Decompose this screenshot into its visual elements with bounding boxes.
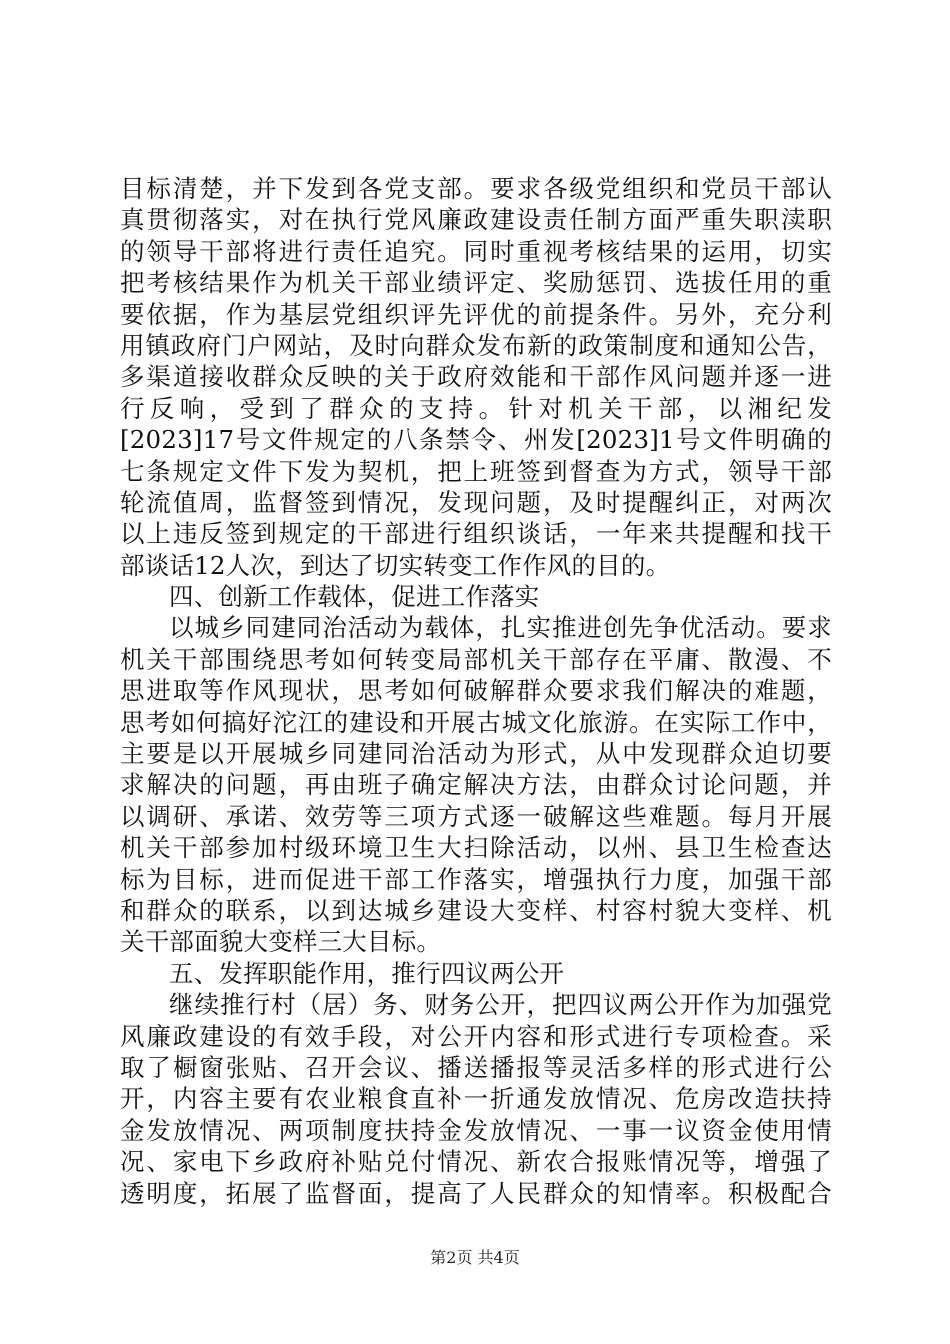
section-heading: 五、发挥职能作用，推行四议两公开 [169, 958, 565, 988]
body-line: 主要是以开展城乡同建同治活动为形式，从中发现群众迫切要 [120, 739, 832, 769]
body-line: 关干部面貌大变样三大目标。 [120, 927, 442, 957]
body-line: 取了橱窗张贴、召开会议、播送播报等灵活多样的形式进行公 [120, 1052, 832, 1082]
body-line: 要依据，作为基层党组织评先评优的前提条件。另外，充分利 [120, 299, 832, 329]
body-line: 轮流值周，监督签到情况，发现问题，及时提醒纠正，对两次 [120, 487, 832, 517]
body-line: 以调研、承诺、效劳等三项方式逐一破解这些难题。每月开展 [120, 801, 832, 831]
body-line: 风廉政建设的有效手段，对公开内容和形式进行专项检查。采 [120, 1021, 832, 1051]
body-line: 多渠道接收群众反映的关于政府效能和干部作风问题并逐一进 [120, 362, 832, 392]
body-line: 目标清楚，并下发到各党支部。要求各级党组织和党员干部认 [120, 174, 832, 203]
body-line: 求解决的问题，再由班子确定解决方法，由群众讨论问题，并 [120, 770, 832, 800]
body-line: 真贯彻落实，对在执行党风廉政建设责任制方面严重失职渎职 [120, 205, 832, 235]
body-line: 以城乡同建同治活动为载体，扎实推进创先争优活动。要求 [169, 613, 832, 643]
body-line: 机关干部围绕思考如何转变局部机关干部存在平庸、散漫、不 [120, 644, 832, 674]
body-line: 部谈话12人次，到达了切实转变工作作风的目的。 [120, 550, 671, 580]
body-line: 的领导干部将进行责任追究。同时重视考核结果的运用，切实 [120, 236, 832, 266]
body-line: 继续推行村（居）务、财务公开，把四议两公开作为加强党 [169, 990, 832, 1020]
body-line: 况、家电下乡政府补贴兑付情况、新农合报账情况等，增强了 [120, 1147, 832, 1177]
body-line: 用镇政府门户网站，及时向群众发布新的政策制度和通知公告， [120, 330, 832, 360]
body-line: 金发放情况、两项制度扶持金发放情况、一事一议资金使用情 [120, 1115, 832, 1145]
section-heading: 四、创新工作载体，促进工作落实 [169, 582, 540, 612]
body-line: 思进取等作风现状，思考如何破解群众要求我们解决的难题， [120, 676, 832, 706]
body-line: 开，内容主要有农业粮食直补一折通发放情况、危房改造扶持 [120, 1084, 832, 1114]
body-line: 标为目标，进而促进干部工作落实，增强执行力度，加强干部 [120, 864, 832, 894]
body-line: 行反响，受到了群众的支持。针对机关干部，以湘纪发 [120, 393, 832, 423]
body-line: 思考如何搞好沱江的建设和开展古城文化旅游。在实际工作中， [120, 707, 832, 737]
body-line: [2023]17号文件规定的八条禁令、州发[2023]1号文件明确的 [120, 425, 832, 455]
document-body [120, 173, 832, 1209]
body-line: 和群众的联系，以到达城乡建设大变样、村容村貌大变样、机 [120, 895, 832, 925]
page-number-footer: 第2页 共4页 [430, 1248, 520, 1267]
body-line: 透明度，拓展了监督面，提高了人民群众的知情率。积极配合 [120, 1178, 832, 1208]
body-line: 以上违反签到规定的干部进行组织谈话，一年来共提醒和找干 [120, 519, 832, 549]
body-line: 把考核结果作为机关干部业绩评定、奖励惩罚、选拔任用的重 [120, 268, 832, 298]
body-line: 机关干部参加村级环境卫生大扫除活动，以州、县卫生检查达 [120, 833, 832, 863]
body-line: 七条规定文件下发为契机，把上班签到督查为方式，领导干部 [120, 456, 832, 486]
